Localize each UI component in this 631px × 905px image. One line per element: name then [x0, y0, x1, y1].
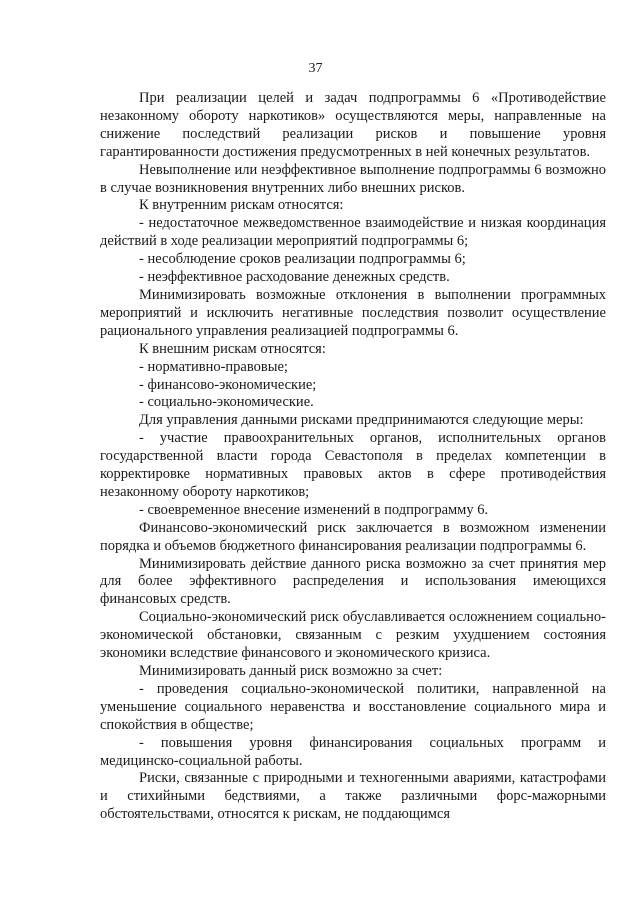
list-item: - неэффективное расходование денежных средств.	[139, 269, 450, 286]
paragraph: Для управления данными рисками предпринимаются следующие меры:	[139, 412, 584, 429]
list-item: - проведения социально-экономической политики, направленной на уменьшение социального неравенства и восстановление социального мира и спокойствия в обществе;	[100, 680, 606, 733]
paragraph: Риски, связанные с природными и техногенными авариями, катастрофами и стихийными бедствиями, а также различными форс-мажорными обстоятельствами, относятся к рискам, не поддающимся	[100, 770, 606, 823]
paragraph: Минимизировать данный риск возможно за счет:	[139, 663, 443, 679]
list-item: - нормативно-правовые;	[139, 358, 288, 375]
paragraph: При реализации целей и задач подпрограммы 6 «Противодействие незаконному обороту наркотиков» осуществляются меры, направленные на снижение последствий реализации рисков и повышение уровня гарантированности достижения предусмотренных в ней конечных результатов.	[100, 90, 606, 160]
list-item: - социально-экономические.	[139, 394, 314, 411]
list-item: - своевременное внесение изменений в подпрограмму 6.	[139, 501, 489, 518]
paragraph: Социально-экономический риск обуславливается осложнением социально-экономической обстановки, связанным с резким ухудшением состояния экономики вследствие финансового и экономического кризиса.	[100, 609, 606, 662]
paragraph: К внутренним рискам относятся:	[139, 197, 344, 214]
paragraph: Минимизировать возможные отклонения в выполнении программных мероприятий и исключить негативные последствия позволит осуществление рационального управления реализацией подпрограммы 6.	[100, 286, 606, 339]
list-item: - участие правоохранительных органов, исполнительных органов государственной власти города Севастополя в пределах компетенции в корректировке нормативных правовых актов в сфере противодействия незаконному обороту наркотиков;	[100, 430, 606, 500]
list-item: - недостаточное межведомственное взаимодействие и низкая координация действий в ходе реализации мероприятий подпрограммы 6;	[100, 215, 606, 250]
page-number: 37	[308, 61, 323, 76]
list-item: - несоблюдение сроков реализации подпрограммы 6;	[139, 251, 466, 268]
list-item: - финансово-экономические;	[139, 376, 317, 393]
paragraph: К внешним рискам относятся:	[139, 340, 326, 357]
paragraph: Невыполнение или неэффективное выполнение подпрограммы 6 возможно в случае возникновения внутренних либо внешних рисков.	[100, 161, 606, 196]
paragraph: Минимизировать действие данного риска возможно за счет принятия мер для более эффективного распределения и использования имеющихся финансовых средств.	[100, 555, 606, 608]
paragraph: Финансово-экономический риск заключается в возможном изменении порядка и объемов бюджетного финансирования реализации подпрограммы 6.	[100, 519, 606, 554]
document-body	[100, 90, 606, 824]
list-item: - повышения уровня финансирования социальных программ и медицинско-социальной работы.	[100, 734, 606, 769]
